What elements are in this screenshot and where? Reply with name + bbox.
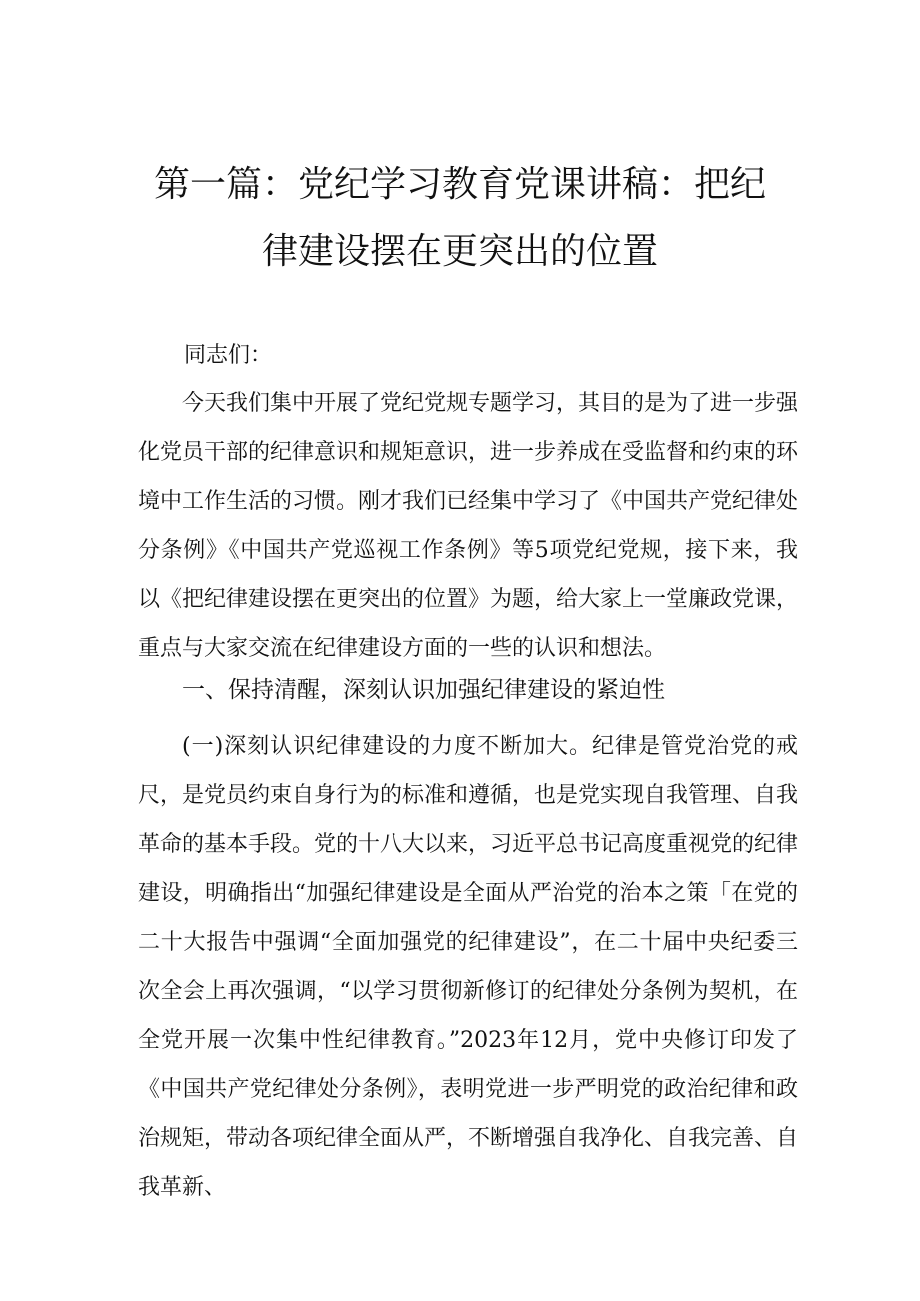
salutation: 同志们： (184, 343, 273, 368)
document-title-line-2: 律建设摆在更突出的位置 (261, 231, 658, 272)
body-paragraph-intro: 今天我们集中开展了党纪党规专题学习，其目的是为了进一步强化党员干部的纪律意识和规矩意识，进一步养成在受监督和约束的环境中工作生活的习惯。刚才我们已经集中学习了《中国共产党纪律处分条例》《中国共产党巡视工作条例》等5项党纪党规，接下来，我以《把纪律建设摆在更突出的位置》为题，给大家上一堂廉政党课，重点与大家交流在纪律建设方面的一些的认识和想法。 (138, 391, 799, 661)
section-heading: 一、保持清醒，深刻认识加强纪律建设的紧迫性 (182, 677, 665, 703)
body-paragraph-discipline: (一)深刻认识纪律建设的力度不断加大。纪律是管党治党的戒尺，是党员约束自身行为的标准和遵循，也是党实现自我管理、自我革命的基本手段。党的十八大以来，习近平总书记高度重视党的纪律建设，明确指出“加强纪律建设是全面从严治党的治本之策「在党的二十大报告中强调“全面加强党的纪律建设”，在二十届中央纪委三次全会上再次强调，“以学习贯彻新修订的纪律处分条例为契机，在全党开展一次集中性纪律教育。”2023年12月，党中央修订印发了《中国共产党纪律处分条例》，表明党进一步严明党的政治纪律和政治规矩，带动各项纪律全面从严，不断增强自我净化、自我完善、自我革新、 (138, 734, 799, 1200)
document-title-line-1: 第一篇：党纪学习教育党课讲稿：把纪 (153, 164, 766, 205)
